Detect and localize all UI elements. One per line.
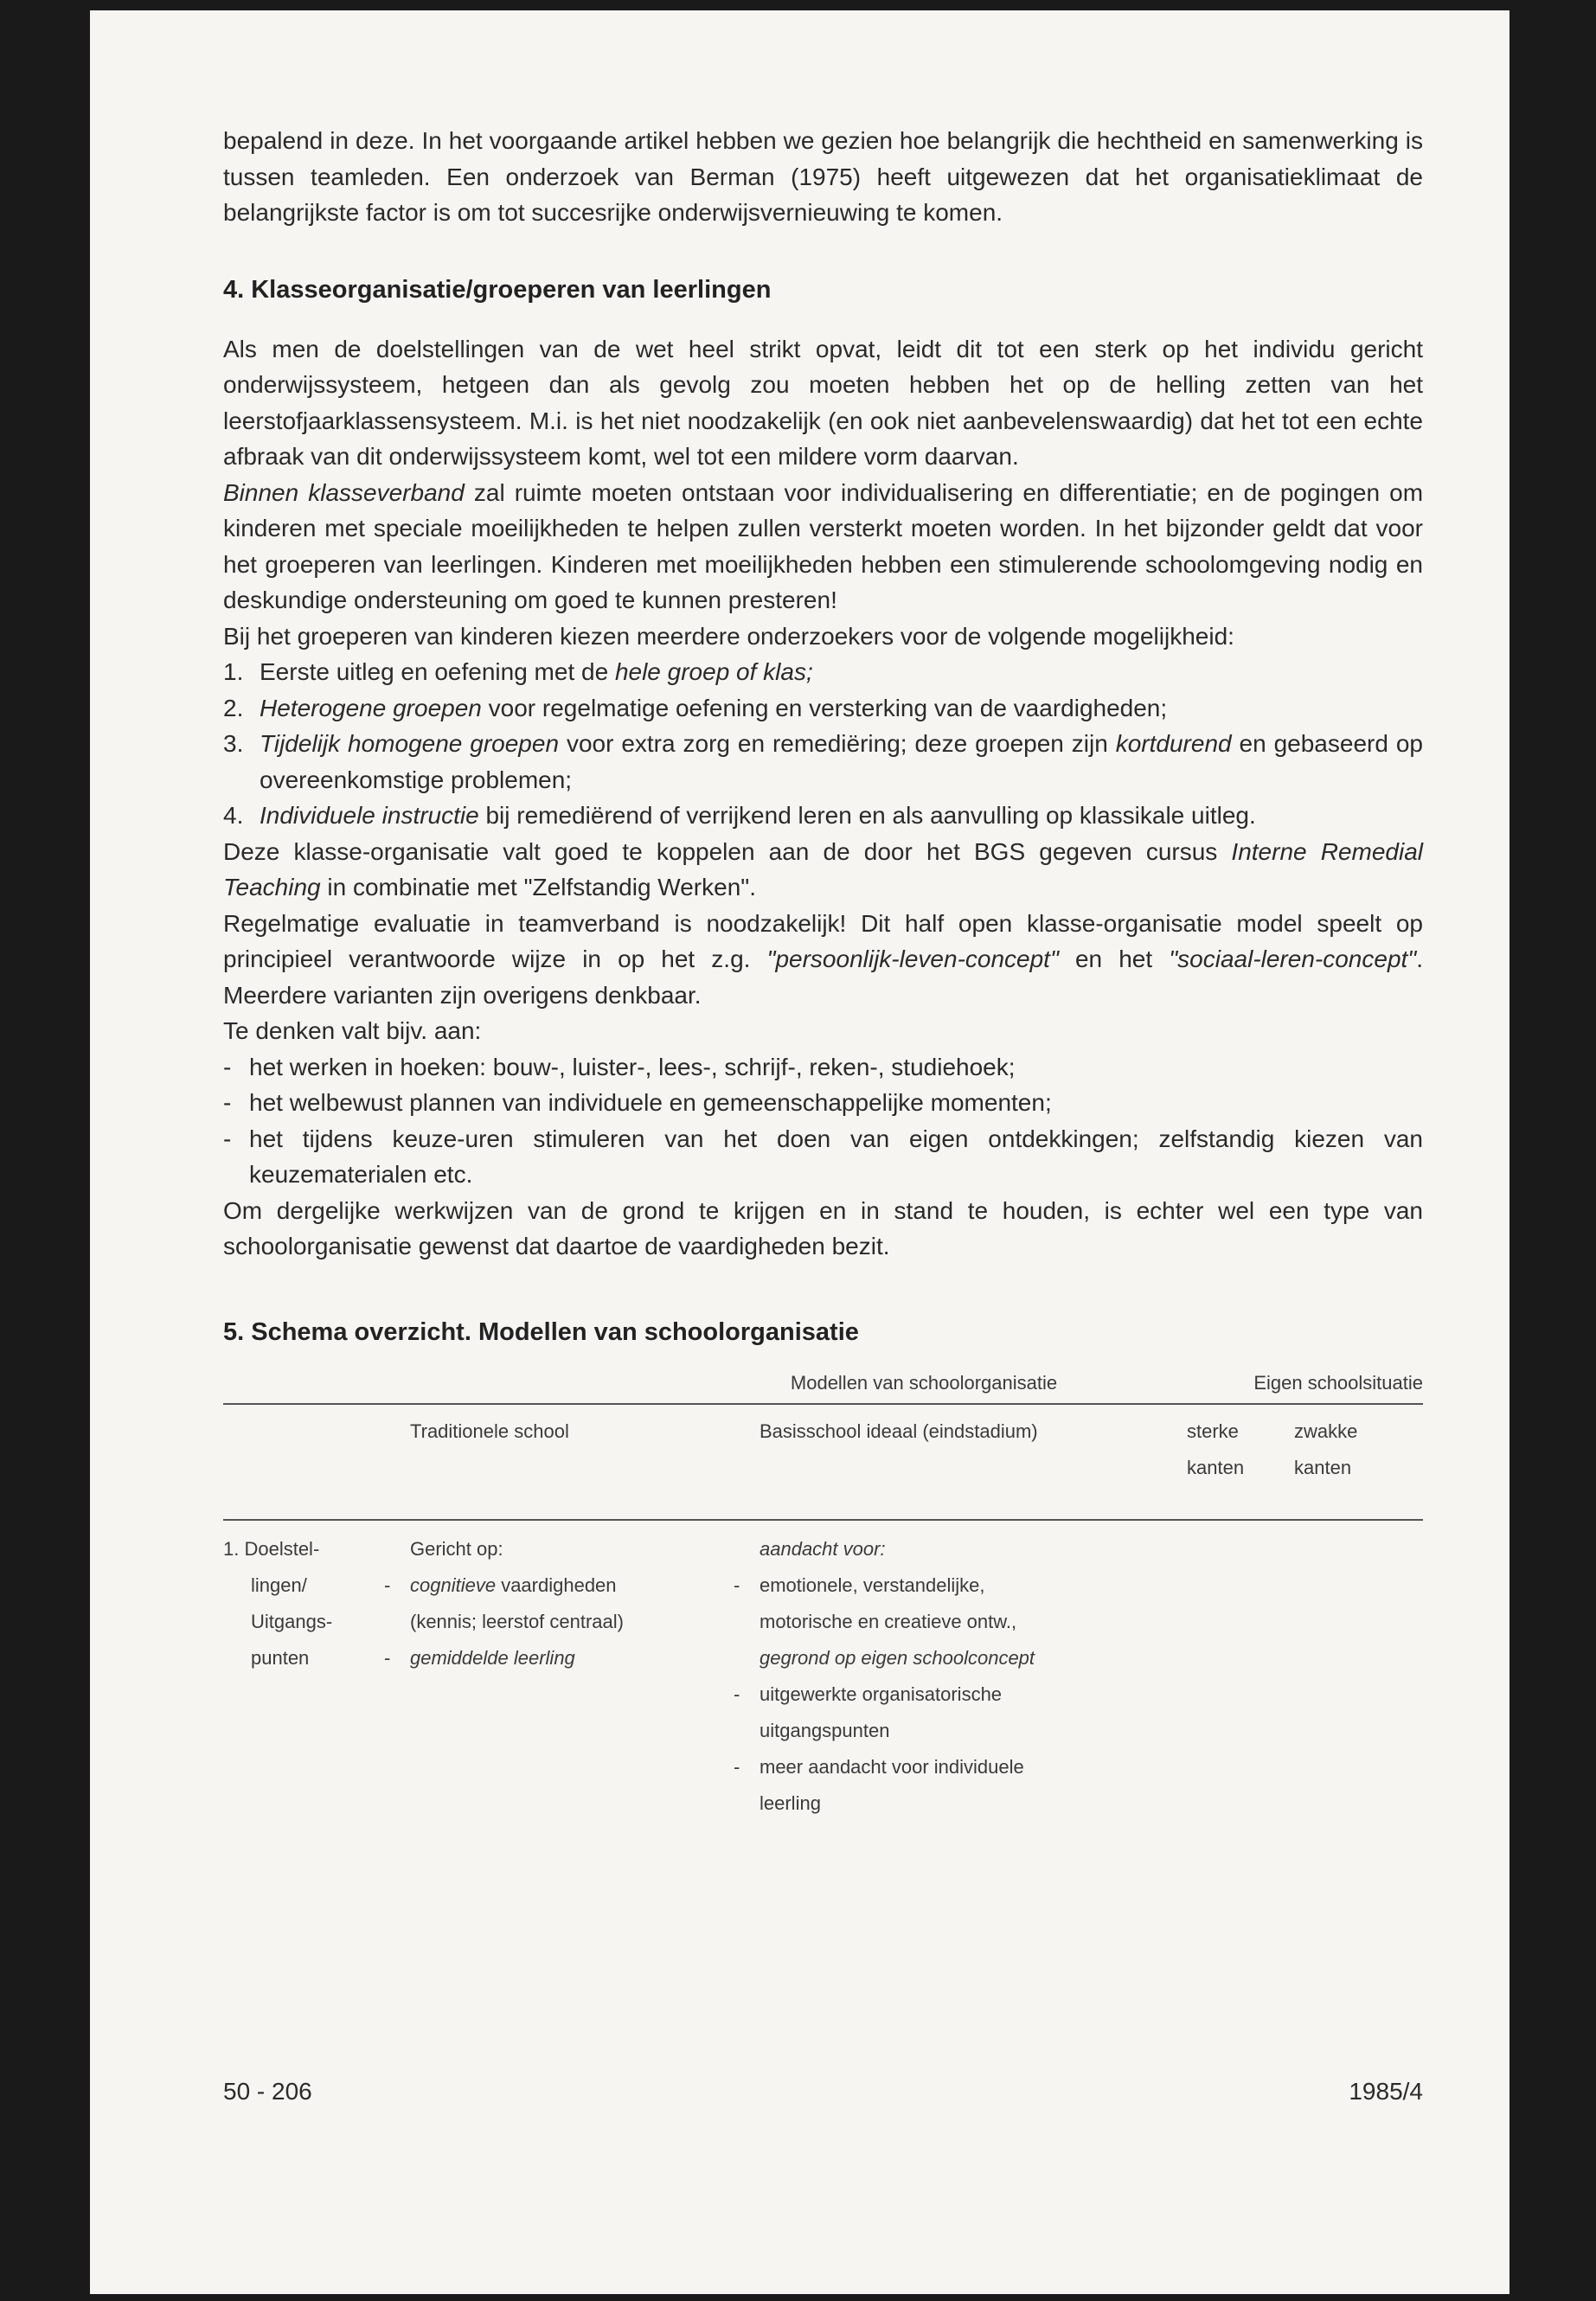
table-rule-header — [223, 1519, 1423, 1521]
p4-text: Deze klasse-organisatie valt goed te koppelen aan de door het BGS gegeven cursus — [223, 837, 1232, 865]
p4-text-end: in combinatie met "Zelfstandig Werken". — [320, 874, 756, 901]
list-text: Eerste uitleg en oefening met de — [260, 658, 615, 685]
p5-text: Regelmatige evaluatie in teamverband is noodzakelijk! Dit half open klasse-organisatie model speelt op principieel verantwoorde wijze in op het z.g. — [223, 909, 1423, 972]
table-row — [223, 1531, 1423, 1825]
dash-list — [223, 1049, 1423, 1193]
numbered-list — [223, 654, 1423, 834]
p5-text-mid: en het — [1058, 945, 1170, 972]
dash-item: - het welbewust plannen van individuele en gemeenschappelijke momenten; — [223, 1089, 1052, 1116]
header-strong-2: kanten — [1187, 1456, 1245, 1478]
section-4-p2 — [223, 475, 1423, 619]
cell-traditional: Gericht op: - cognitieve vaardigheden (kennis; leerstof centraal) - gemiddelde leerling — [384, 1537, 624, 1669]
list-text: en gebaseerd op overeenkomstige problemen; — [260, 730, 1423, 793]
p2-text: zal ruimte moeten ontstaan voor individualisering en differentiatie; en de pogingen om kinderen met speciale moeilijkheden te helpen zullen versterkt moeten worden. In het bijzonder geldt dat voor het groeperen van leerlingen. Kinderen met moeilijkheden hebben een stimulerende schoolomgeving nodig en deskundige ondersteuning om goed te kunnen presteren! — [223, 478, 1424, 613]
list-item — [223, 798, 1423, 834]
p5-text-end: . Meerdere varianten zijn overigens denkbaar. — [223, 945, 1424, 1009]
caption-models: Modellen van schoolorganisatie — [790, 1371, 1058, 1394]
section-4-p5 — [223, 906, 1423, 1014]
list-item — [223, 726, 1423, 798]
dash-item: - het werken in hoeken: bouw-, luister-, lees-, schrijf-, reken-, studiehoek; — [223, 1053, 1016, 1080]
list-emphasis: hele groep of klas; — [614, 658, 813, 685]
content — [223, 123, 1424, 2105]
header-weak: zwakke — [1294, 1420, 1358, 1442]
header-traditional: Traditionele school — [410, 1420, 569, 1442]
page — [90, 10, 1509, 2294]
cell-basisschool: aandacht voor: - emotionele, verstandelijke, motorische en creatieve ontw., gegrond op eigen schoolconcept - uitgewerkte organisatorische uitgangspunten - meer aandacht voor individuele leerling — [734, 1537, 1035, 1814]
section-4-body — [223, 331, 1423, 1265]
table-header — [223, 1410, 1423, 1517]
section-4-p4 — [223, 834, 1423, 906]
section-5-heading: 5. Schema overzicht. Modellen van schoolorganisatie — [223, 1317, 859, 1346]
section-4-p3: Bij het groeperen van kinderen kiezen meerdere onderzoekers voor de volgende mogelijkheid: — [223, 622, 1234, 650]
caption-own-situation: Eigen schoolsituatie — [1253, 1371, 1423, 1394]
table-rule-top — [223, 1403, 1423, 1405]
schema-table — [223, 1365, 1423, 1825]
p4-emphasis: Interne Remedial Teaching — [223, 837, 1423, 901]
list-number: 4. — [223, 802, 244, 829]
list-emphasis: Heterogene groepen — [260, 694, 482, 721]
list-item — [223, 654, 1423, 690]
list-number: 2. — [223, 694, 244, 721]
row-label: 1. Doelstel- lingen/ Uitgangs- punten — [223, 1537, 333, 1669]
p5-emphasis-2: "sociaal-leren-concept" — [1169, 945, 1417, 972]
section-4-heading: 4. Klasseorganisatie/groeperen van leerlingen — [223, 275, 772, 304]
page-number: 50 - 206 — [223, 2078, 312, 2105]
list-emphasis: kortdurend — [1115, 730, 1232, 757]
list-text: voor extra zorg en remediëring; deze groepen zijn — [559, 730, 1116, 757]
section-4-p7: Om dergelijke werkwijzen van de grond te krijgen en in stand te houden, is echter wel een type van schoolorganisatie gewenst dat daartoe de vaardigheden bezit. — [223, 1196, 1423, 1259]
list-number: 3. — [223, 730, 244, 757]
header-weak-2: kanten — [1294, 1456, 1352, 1478]
list-text: bij remediërend of verrijkend leren en als aanvulling op klassikale uitleg. — [478, 802, 1256, 829]
list-emphasis: Individuele instructie — [260, 802, 479, 829]
list-item — [223, 690, 1423, 727]
dash-text: het tijdens keuze-uren stimuleren van het doen van eigen ontdekkingen; zelfstandig kiezen van keuzematerialen etc. — [249, 1125, 1423, 1188]
header-strong: sterke — [1187, 1420, 1239, 1442]
issue-number: 1985/4 — [1349, 2078, 1423, 2105]
dash-item: - het tijdens keuze-uren stimuleren van het doen van eigen ontdekkingen; zelfstandig kiezen van keuzematerialen etc. — [223, 1125, 1423, 1188]
dash-text: het welbewust plannen van individuele en gemeenschappelijke momenten; — [249, 1089, 1052, 1116]
list-text: voor regelmatige oefening en versterking van de vaardigheden; — [481, 694, 1168, 721]
list-emphasis: Tijdelijk homogene groepen — [260, 730, 560, 757]
intro-paragraph: bepalend in deze. In het voorgaande artikel hebben we gezien hoe belangrijk die hechtheid en samenwerking is tussen teamleden. Een onderzoek van Berman (1975) heeft uitgewezen dat het organisatieklimaat de belangrijkste factor is om tot succesrijke onderwijsvernieuwing te komen. — [223, 127, 1423, 226]
header-basisschool: Basisschool ideaal (eindstadium) — [760, 1420, 1038, 1442]
p2-emphasis: Binnen klasseverband — [223, 478, 465, 506]
p5-emphasis-1: "persoonlijk-leven-concept" — [766, 945, 1059, 972]
dash-text: het werken in hoeken: bouw-, luister-, lees-, schrijf-, reken-, studiehoek; — [249, 1053, 1016, 1080]
section-4-p1: Als men de doelstellingen van de wet heel strikt opvat, leidt dit tot een sterk op het individu gericht onderwijssysteem, hetgeen dan als gevolg zou moeten hebben het op de helling zetten van het leerstofjaarklassensysteem. M.i. is het niet noodzakelijk (en ook niet aanbevelenswaardig) dat het tot een echte afbraak van dit onderwijssysteem komt, wel tot een mildere vorm daarvan. — [223, 335, 1423, 470]
list-number: 1. — [223, 658, 244, 685]
section-4-p6: Te denken valt bijv. aan: — [223, 1017, 482, 1044]
